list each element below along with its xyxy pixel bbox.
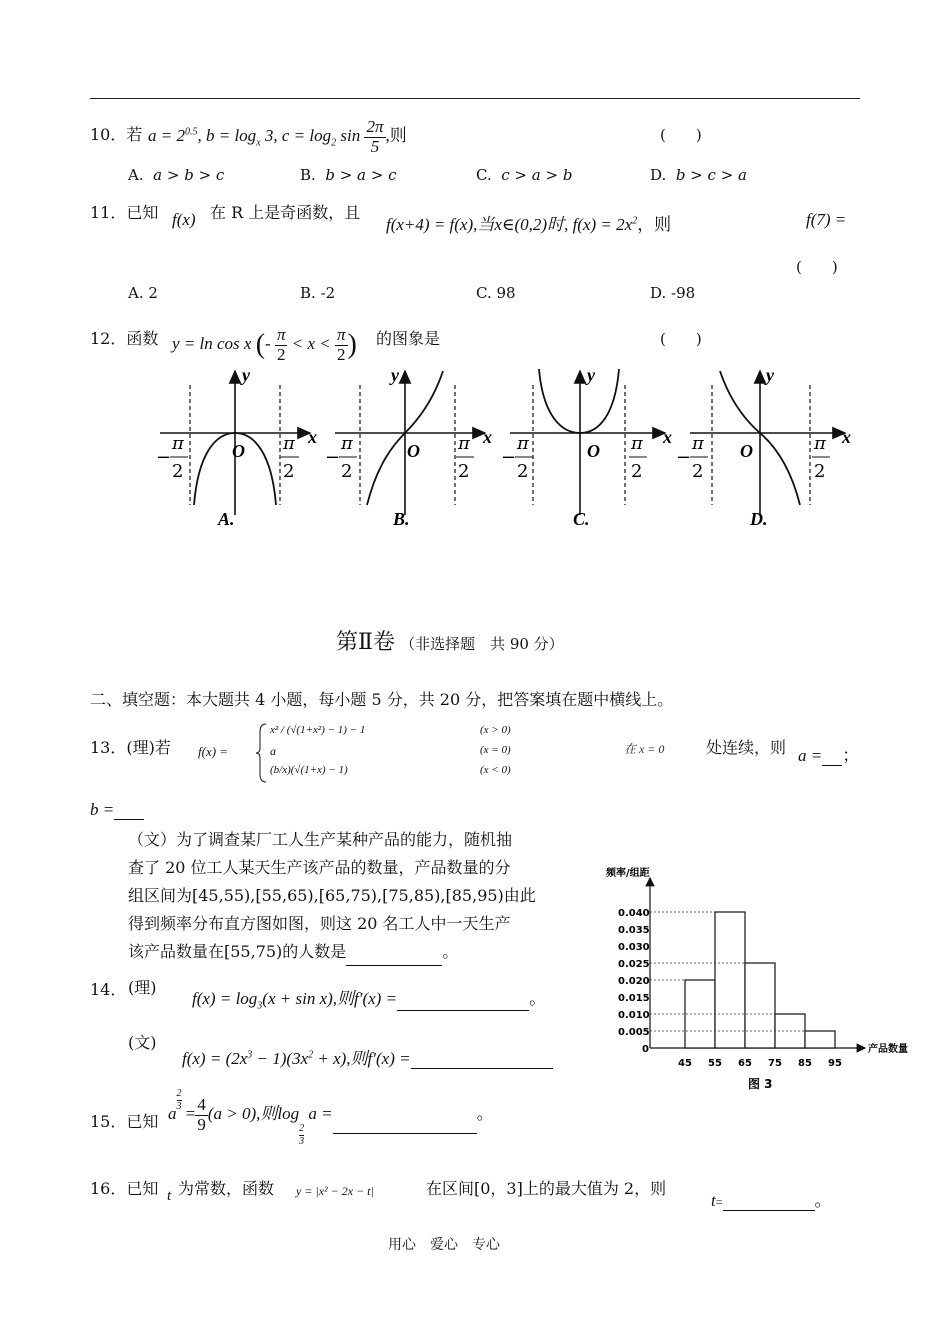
q10-answer-paren: ( ) <box>660 126 702 144</box>
x-tick-label: 45 <box>678 1058 692 1069</box>
q15-number: 15．已知 <box>90 1112 159 1131</box>
q10-expression: $a = 2^{0.5}$, $b = \log_x 3$, $c = \log_2 \sin$ $\frac{2\pi}{5}$ ,则 <box>148 117 407 156</box>
graph-b-label: B. <box>393 509 410 529</box>
q11-option-c[interactable]: C. 98 <box>476 284 516 302</box>
svg-text:2: 2 <box>814 461 826 482</box>
graph-a-label: A. <box>218 509 235 529</box>
q12-number: 12．函数 <box>90 329 159 348</box>
x-tick-label: 85 <box>798 1058 812 1069</box>
svg-text:π: π <box>283 433 295 454</box>
svg-text:2: 2 <box>458 461 470 482</box>
x-tick-label: 55 <box>708 1058 722 1069</box>
part-two-heading: 二、填空题：本大题共 4 小题，每小题 5 分，共 20 分，把答案填在题中横线上。 <box>90 690 674 709</box>
q11-fx: f(x) <box>172 210 196 229</box>
x-axis-label: 产品数量 <box>868 1044 908 1055</box>
svg-text:−: − <box>501 447 517 468</box>
graph-d[interactable] <box>676 365 851 529</box>
svg-text:2: 2 <box>517 461 529 482</box>
q11-answer-paren: ( ) <box>796 258 838 276</box>
q14-number: 14． <box>90 980 127 999</box>
q13-a-blank[interactable] <box>822 751 842 766</box>
svg-text:−: − <box>325 447 341 468</box>
q12-function: y = ln cos x (- $\frac{\pi}{2}$ < x < $\frac{\pi}{2}$ ) <box>172 325 357 364</box>
origin-label: O <box>232 441 245 461</box>
svg-text:π: π <box>458 433 470 454</box>
svg-text:O: O <box>740 441 753 461</box>
x-tick-label: 65 <box>738 1058 752 1069</box>
q16-function: y = |x² − 2x − t| <box>296 1184 374 1198</box>
svg-text:π: π <box>341 433 353 454</box>
histogram-chart <box>600 860 920 1100</box>
q10-option-a[interactable]: A. a > b > c <box>128 166 225 184</box>
svg-text:O: O <box>587 441 600 461</box>
y-tick-label: 0.040 <box>618 908 650 919</box>
histogram-bar <box>805 1031 835 1048</box>
svg-text:2: 2 <box>692 461 704 482</box>
y-tick-label: 0.020 <box>618 976 650 987</box>
q14-wen-blank[interactable] <box>411 1058 553 1069</box>
x-tick-label: 75 <box>768 1058 782 1069</box>
svg-text:2: 2 <box>631 461 643 482</box>
y-tick-label: 0.035 <box>618 925 650 936</box>
y-tick-label: 0.005 <box>618 1027 650 1038</box>
q10-number: 10．若 <box>90 125 143 144</box>
minus-sign: − <box>156 447 172 468</box>
q10-option-c[interactable]: C. c > a > b <box>476 166 573 184</box>
svg-text:x: x <box>483 427 492 447</box>
y-tick-label: 0.010 <box>618 1010 650 1021</box>
q16-text: 为常数，函数 <box>178 1179 275 1198</box>
y-axis-label: 频率/组距 <box>606 868 650 879</box>
svg-text:2: 2 <box>172 461 184 482</box>
graph-d-label: D. <box>750 509 768 529</box>
y-tick-label: 0.025 <box>618 959 650 970</box>
histogram-bar <box>715 912 745 1048</box>
q16-text2: 在区间[0，3]上的最大值为 2，则 <box>426 1179 667 1198</box>
svg-text:y: y <box>766 365 774 385</box>
q14-wen-label: (文) <box>128 1033 157 1052</box>
q11-number: 11．已知 <box>90 203 159 222</box>
q11-option-a[interactable]: A. 2 <box>128 284 158 302</box>
x-tick-label: 95 <box>828 1058 842 1069</box>
svg-text:y: y <box>391 365 399 385</box>
q10-option-b[interactable]: B. b > a > c <box>300 166 397 184</box>
graph-b[interactable] <box>325 365 492 529</box>
graph-c[interactable] <box>501 365 672 529</box>
q13-piecewise: f(x) = x² / (√(1+x²) − 1) − 1 (x > 0) a (x = 0) (b/x)(√(1+x) − 1) (x < 0) <box>198 722 598 784</box>
q15-expression: a $\frac{2}{3}$ = $\frac{4}{9}$ (a > 0),则log $\frac{2}{3}$ a = 。 <box>168 1088 494 1148</box>
footer-text: 用心 爱心 专心 <box>388 1237 500 1253</box>
q11-condition: f(x+4) = f(x),当x∈(0,2)时, $f(x) = 2x^2$，则 <box>386 215 672 234</box>
q13-wen-blank[interactable] <box>346 947 442 966</box>
q11-text: 在 R 上是奇函数，且 <box>210 203 361 222</box>
q14-li-blank[interactable] <box>397 996 529 1011</box>
chart-caption: 图 3 <box>748 1077 773 1091</box>
svg-text:2: 2 <box>283 461 295 482</box>
axis-x-label: x <box>308 427 317 447</box>
q16-number: 16．已知 <box>90 1179 159 1198</box>
q13-tail: 处连续，则 <box>706 738 787 757</box>
graph-c-label: C. <box>573 509 590 529</box>
svg-text:π: π <box>517 433 529 454</box>
q13-b-blank[interactable] <box>114 805 144 820</box>
q12-answer-paren: ( ) <box>660 330 702 348</box>
q12-tail: 的图象是 <box>376 329 441 348</box>
q13-a-equals: a = ； <box>798 746 860 765</box>
q11-option-d[interactable]: D. -98 <box>650 284 696 302</box>
svg-text:x: x <box>663 427 672 447</box>
q13-wen-paragraph: （文）为了调查某厂工人生产某种产品的能力，随机抽 查了 20 位工人某天生产该产品的数量，产品数量的分 组区间为[45,55),[55,65),[65,75),[75,85),[85,95)由此 得到频率分布直方图如图，则这 20 名工人中一天生产 该产品数量在[55,75)的人数是 。 <box>128 826 608 966</box>
q10-fraction: $\frac{2\pi}{5}$ <box>366 117 384 156</box>
q13-number: 13．(理)若 <box>90 738 171 757</box>
q16-answer: t= 。 <box>711 1191 832 1210</box>
q10-option-d[interactable]: D. b > c > a <box>650 166 747 184</box>
svg-text:O: O <box>407 441 420 461</box>
q13-point: 在 x = 0 <box>624 742 665 756</box>
svg-text:π: π <box>814 433 826 454</box>
q12-graphs <box>140 365 860 545</box>
svg-text:π: π <box>692 433 704 454</box>
q16-blank[interactable] <box>723 1198 815 1211</box>
q14-wen-expression: $f(x) = (2x^3 - 1)(3x^2 + x)$,则f′(x) = <box>182 1044 553 1069</box>
svg-text:y: y <box>587 365 595 385</box>
svg-text:π: π <box>631 433 643 454</box>
y-tick-label: 0.015 <box>618 993 650 1004</box>
svg-text:−: − <box>676 447 692 468</box>
q13-b-equals: b = <box>90 800 144 820</box>
histogram-bar <box>745 963 775 1048</box>
header-rule <box>90 98 860 99</box>
q11-option-b[interactable]: B. -2 <box>300 284 336 302</box>
q14-li-expression: $f(x) = \log_3(x + \sin x)$,则f′(x) = 。 <box>192 989 547 1012</box>
q16-t: t <box>167 1188 172 1204</box>
q15-blank[interactable] <box>333 1119 477 1134</box>
q11-f7: f(7) = <box>806 210 847 229</box>
y-tick-label: 0 <box>642 1044 649 1055</box>
axis-y-label: y <box>242 365 250 385</box>
y-tick-label: 0.030 <box>618 942 650 953</box>
svg-text:2: 2 <box>341 461 353 482</box>
graph-a[interactable] <box>156 365 317 529</box>
svg-text:π: π <box>172 433 184 454</box>
q14-li-label: (理) <box>128 978 157 997</box>
svg-text:x: x <box>842 427 851 447</box>
section-title: 第Ⅱ卷 （非选择题 共 90 分） <box>336 630 564 655</box>
